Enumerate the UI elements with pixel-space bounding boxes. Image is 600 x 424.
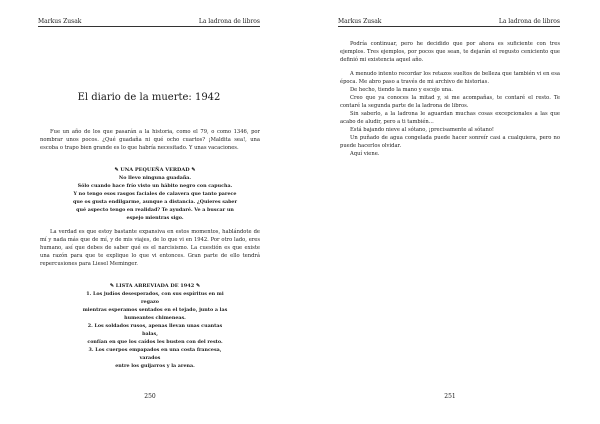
note-line: espejo mientras sigo. bbox=[126, 215, 184, 221]
note-line: Sólo cuando hace frío visto un hábito negro con capucha. bbox=[77, 183, 233, 189]
left-paragraph-2-block bbox=[40, 228, 260, 268]
paragraph: Creo que ya conoces la mitad y, si me acompañas, te contaré el resto. Te contaré la segunda parte de la ladrona de libros. bbox=[340, 95, 560, 109]
note-title: ✎ LISTA ABREVIADA DE 1942 ✎ bbox=[109, 283, 201, 289]
note-line: qué aspecto tengo en realidad? Te ayudaré. Ve a buscar un bbox=[76, 207, 234, 213]
chapter-title: El diario de la muerte: 1942 bbox=[77, 92, 221, 103]
paragraph: Está bajando nieve al sótano, ¡precisamente al sótano! bbox=[350, 127, 494, 133]
left-paragraph-1-block bbox=[40, 128, 260, 152]
note-line: Y no tengo esos rasgos faciales de calavera que tanto parece bbox=[73, 191, 237, 197]
paragraph: Un puñado de agua congelada puede hacer sonreír casi a cualquiera, pero no puede hacerlos olvidar. bbox=[340, 135, 560, 149]
note-line: 3. Los cuerpos empapados en una costa francesa, varados bbox=[88, 347, 222, 361]
note-line: No llevo ninguna guadaña. bbox=[118, 175, 192, 181]
paragraph: La verdad es que estoy bastante expansiva en estos momentos, hablándote de mí y nada más que de mí, y de mis viajes, de lo que vi en 1942. Por otro lado, eres humano, así que debes de saber qué es el narcisismo. La cuestión es que existe una razón para que te explique lo que vi entonces. Gran parte de ello tendrá repercusiones para Liesel Meminger. bbox=[40, 229, 260, 267]
running-header bbox=[38, 18, 260, 27]
header-author: Markus Zusak bbox=[38, 18, 82, 25]
note-box-2 bbox=[70, 282, 230, 370]
paragraph: Aquí viene. bbox=[350, 151, 380, 157]
paragraph: Podría continuar, pero he decidido que por ahora es suficiente con tres ejemplos. Tres ejemplos, por pocos que sean, te dejarán el regusto ceniciento que definió mi existencia aquel año. bbox=[340, 41, 560, 63]
page-number: 251 bbox=[444, 393, 456, 400]
note-box-1 bbox=[60, 166, 240, 222]
note-line: mientras esperamos sentados en el tejado, junto a las bbox=[82, 307, 228, 313]
note-line: 1. Los judíos desesperados, con sus espíritus en mi regazo bbox=[86, 291, 224, 305]
note-line: humeantes chimeneas. bbox=[124, 315, 186, 321]
note-line: 2. Los soldados rusos, apenas llevan unas cuantas balas, bbox=[87, 323, 223, 337]
paragraph: Fue un año de los que pasarán a la historia, como el 79, o como 1346, por nombrar unos pocos. ¿Qué guadaña ni qué ocho cuartos? ¡Maldita sea!, una escoba o trapo bien grande es lo que habría necesitado. Y unas vacaciones. bbox=[40, 129, 260, 151]
note-line: que os gusta endilgarme, aunque a distancia. ¿Quieres saber bbox=[72, 199, 237, 205]
right-page bbox=[300, 0, 600, 424]
note-line: confían en que los caídos les busten con del resto. bbox=[87, 339, 223, 345]
paragraph: De hecho, tiendo la mano y escojo una. bbox=[350, 87, 453, 93]
note-title: ✎ UNA PEQUEÑA VERDAD ✎ bbox=[114, 167, 196, 173]
paragraph: A menudo intento recordar los retazos sueltos de belleza que también vi en esa época. Me abro paso a través de mi archivo de historias. bbox=[340, 71, 560, 85]
header-author: Markus Zusak bbox=[338, 18, 382, 25]
note-line: entre los guijarros y la arena. bbox=[115, 363, 195, 369]
page-number: 250 bbox=[144, 393, 156, 400]
header-book-title: La ladrona de libros bbox=[198, 18, 260, 25]
right-text-block bbox=[340, 40, 560, 158]
paragraph: Sin saberlo, a la ladrona le aguardan muchas cosas excepcionales a las que acabo de aludir, pero a ti también... bbox=[340, 111, 560, 125]
running-header bbox=[338, 18, 560, 27]
header-book-title: La ladrona de libros bbox=[498, 18, 560, 25]
